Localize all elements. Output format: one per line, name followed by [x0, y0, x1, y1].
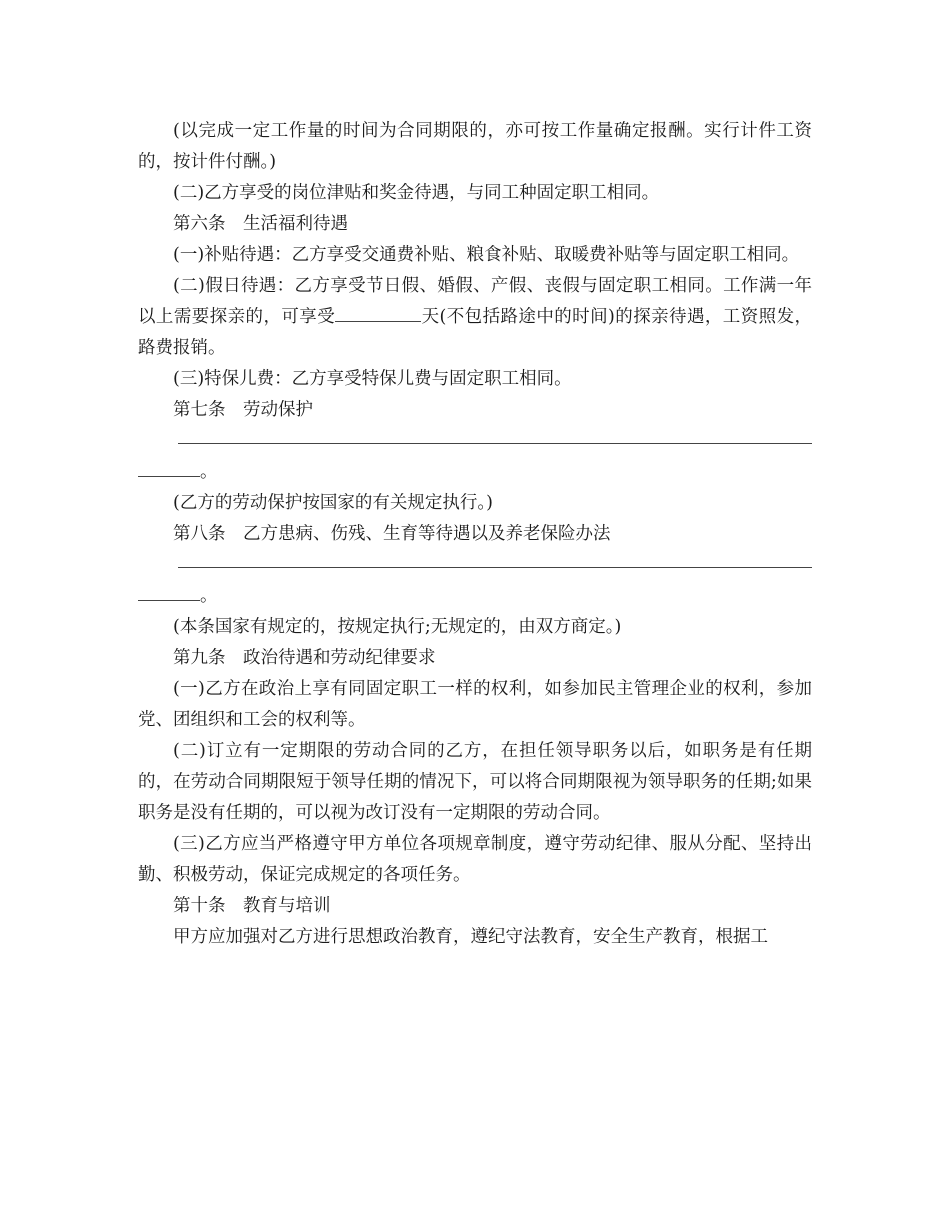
heading-article-6: 第六条 生活福利待遇 [173, 214, 348, 234]
paragraph-piecework-note: (以完成一定工作量的时间为合同期限的，亦可按工作量确定报酬。实行计件工资的，按计件付酬。) [138, 121, 812, 172]
fill-in-article-7 [138, 426, 812, 488]
heading-article-10: 第十条 教育与培训 [173, 896, 331, 916]
paragraph-labor-protection-note: (乙方的劳动保护按国家的有关规定执行。) [173, 493, 493, 513]
paragraph-child-care: (三)特保儿费：乙方享受特保儿费与固定职工相同。 [173, 369, 572, 389]
paragraph-education: 甲方应加强对乙方进行思想政治教育，遵纪守法教育，安全生产教育，根据工 [173, 927, 768, 947]
days-blank [335, 304, 421, 322]
paragraph-holiday [138, 271, 812, 364]
fill-line-tail [138, 459, 200, 477]
paragraph-political-rights: (一)乙方在政治上享有同固定职工一样的权利，如参加民主管理企业的权利，参加党、团组织和工会的权利等。 [138, 679, 812, 730]
fill-in-article-8 [138, 550, 812, 612]
paragraph-allowance: (二)乙方享受的岗位津贴和奖金待遇，与同工种固定职工相同。 [173, 183, 660, 203]
paragraph-leadership-term: (二)订立有一定期限的劳动合同的乙方，在担任领导职务以后，如职务是有任期的，在劳动合同期限短于领导任期的情况下，可以将合同期限视为领导职务的任期;如果职务是没有任期的，可以视为改订没有一定期限的劳动合同。 [138, 741, 812, 823]
fill-period: 。 [200, 586, 218, 606]
paragraph-subsidy: (一)补贴待遇：乙方享受交通费补贴、粮食补贴、取暖费补贴等与固定职工相同。 [173, 245, 800, 265]
heading-article-8: 第八条 乙方患病、伤残、生育等待遇以及养老保险办法 [173, 524, 611, 544]
paragraph-holiday-part2: 天(不包括路途中的时间)的探亲待遇，工资照发，路费报销。 [138, 307, 812, 358]
fill-line [178, 550, 812, 581]
fill-line [178, 426, 812, 457]
fill-line-tail [138, 583, 200, 601]
paragraph-discipline: (三)乙方应当严格遵守甲方单位各项规章制度，遵守劳动纪律、服从分配、坚持出勤、积极劳动，保证完成规定的各项任务。 [138, 834, 812, 885]
heading-article-7: 第七条 劳动保护 [173, 400, 313, 420]
document-page [138, 116, 812, 953]
paragraph-regulation-note: (本条国家有规定的，按规定执行;无规定的，由双方商定。) [173, 617, 622, 637]
paragraph-holiday-part1: (二)假日待遇：乙方享受节日假、婚假、产假、丧假与固定职工相同。工作满一年以上需要探亲的，可享受 [138, 276, 812, 327]
fill-period: 。 [200, 462, 218, 482]
heading-article-9: 第九条 政治待遇和劳动纪律要求 [173, 648, 436, 668]
